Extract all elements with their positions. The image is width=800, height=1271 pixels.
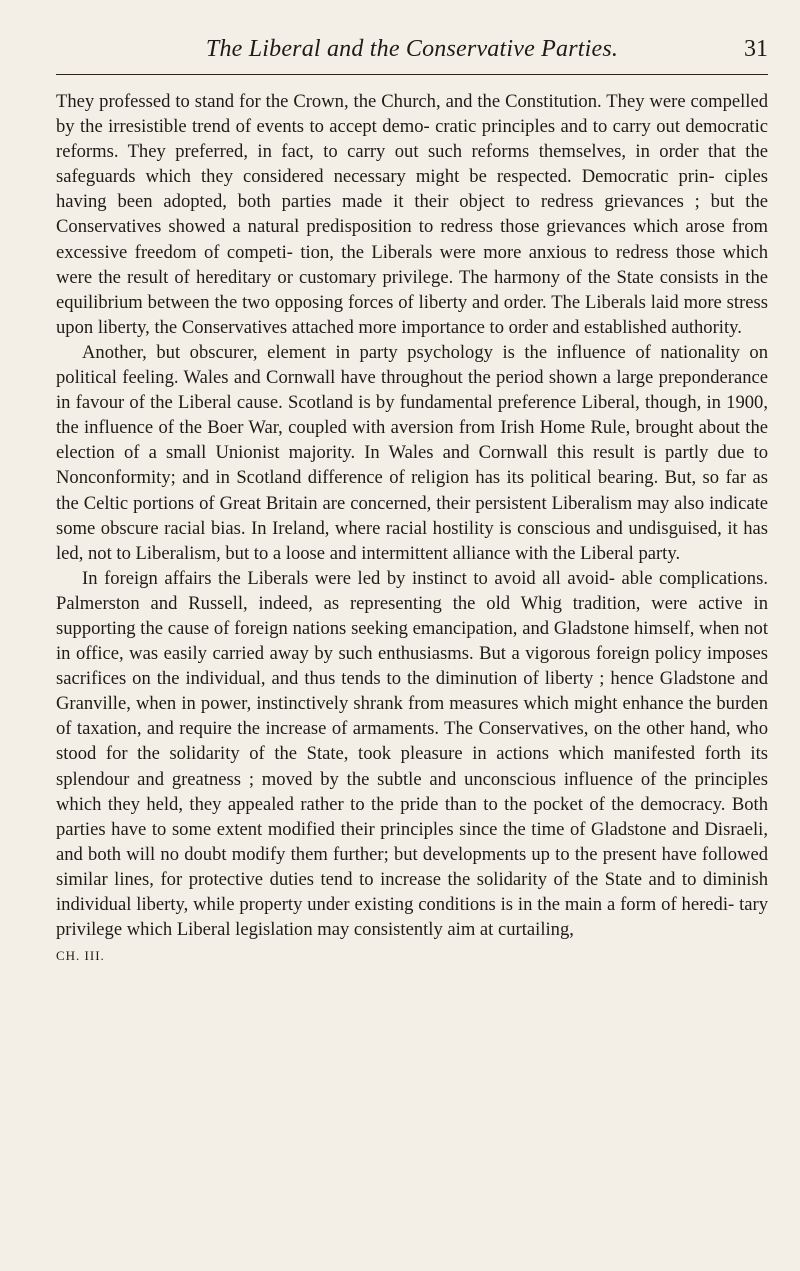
book-page: [56, 34, 768, 964]
running-title: The Liberal and the Conservative Parties.: [205, 36, 619, 62]
paragraph-2: Another, but obscurer, element in party psychology is the influence of nationality on political feeling. Wales and Cornwall have throughout the period shown a large preponderance in favour of the Liberal cause. Scotland is by fundamental preference Liberal, though, in 1900, the influence of the Boer War, coupled with aversion from Irish Home Rule, brought about the election of a small Unionist majority. In Wales and Cornwall this result is partly due to Nonconformity; and in Scotland difference of religion has its political bearing. But, so far as the Celtic portions of Great Britain are concerned, their persistent Liberalism may also indicate some obscure racial bias. In Ireland, where racial hostility is conscious and undisguised, it has led, not to Liberalism, but to a loose and intermittent alliance with the Liberal party.: [56, 341, 768, 564]
paragraph-3: In foreign affairs the Liberals were led by instinct to avoid all avoid- able complications. Palmerston and Russell, indeed, as representing the old Whig tradition, were active in supporting the cause of foreign nations seeking emancipation, and Gladstone himself, when not in office, was easily carried away by such enthusiasms. But a vigorous foreign policy imposes sacrifices on the individual, and thus tends to the diminution of liberty ; hence Gladstone and Granville, when in power, instinctively shrank from measures which might enhance the burden of taxation, and require the increase of armaments. The Conservatives, on the other hand, who stood for the solidarity of the State, took pleasure in actions which manifested forth its splendour and greatness ; moved by the subtle and unconscious influence of the principles which they held, they appealed rather to the pride than to the pocket of the democracy. Both parties have to some extent modified their principles since the time of Gladstone and Disraeli, and both will no doubt modify them further; but developments up to the present have followed similar lines, for protective duties tend to increase the solidarity of the State and to diminish individual liberty, while property under existing conditions is in the main a form of heredi- tary privilege which Liberal legislation may consistently aim at curtailing,: [56, 567, 768, 941]
body-text: [56, 89, 768, 942]
running-head: [56, 34, 768, 75]
chapter-signature: CH. III.: [56, 948, 105, 964]
paragraph-1: They professed to stand for the Crown, the Church, and the Constitution. They were compelled by the irresistible trend of events to accept demo- cratic principles and to carry out democratic reforms. They preferred, in fact, to carry out such reforms themselves, in order that the safeguards which they considered necessary might be respected. Democratic prin- ciples having been adopted, both parties made it their object to redress grievances ; but the Conservatives showed a natural predisposition to redress those grievances which arose from excessive freedom of competi- tion, the Liberals were more anxious to redress those which were the result of hereditary or customary privilege. The harmony of the State consists in the equilibrium between the two opposing forces of liberty and order. The Liberals laid more stress upon liberty, the Conservatives attached more importance to order and established authority.: [56, 91, 768, 338]
page-number: 31: [744, 36, 768, 62]
